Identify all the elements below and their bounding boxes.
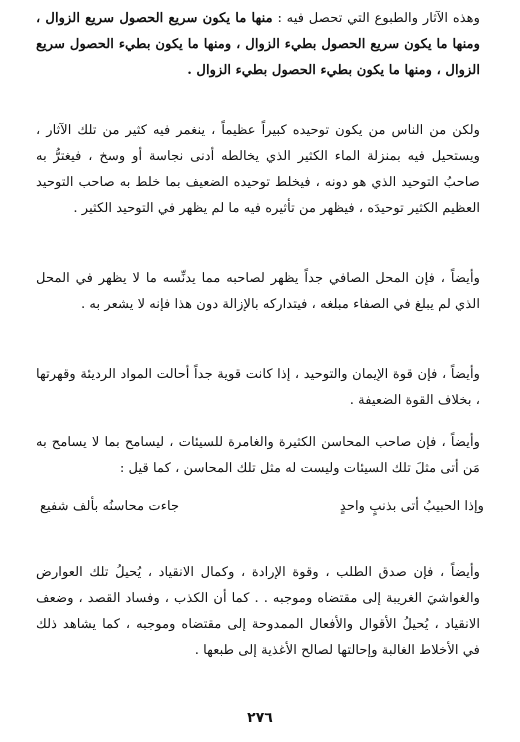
paragraph-3: وأيضاً ، فإن المحل الصافي جداً يظهر لصاحبه مما يدنِّسه ما لا يظهر في المحل الذي لم يبلغ في الصفاء مبلغه ، فيتداركه بالإزالة دون هذا فإنه لا يشعر به . (36, 271, 480, 312)
page-number: ٢٧٦ (247, 710, 273, 726)
poetry-verse (40, 494, 484, 520)
verse-first-hemistich: وإذا الحبيبُ أتى بذنبٍ واحدٍ (339, 499, 484, 514)
paragraph-6: وأيضاً ، فإن صدق الطلب ، وقوة الإرادة ، وكمال الانقياد ، يُحيلُ تلك العوارض والغواشيَ الغريبة إلى مقتضاه وموجبه . . كما أن الكذب ، وفساد القصد ، وضعف الانقياد ، يُحيلُ الأقوال والأفعال الممدوحة إلى مقتضاه وموجبه ، كما يشاهد ذلك في الأخلاط الغالبة وإحالتها لصالح الأغذية إلى طبعها . (36, 565, 480, 658)
paragraph-1-intro: وهذه الآثار والطبوع التي تحصل فيه : (272, 11, 480, 26)
paragraph-1-bold-text: منها ما يكون سريع الحصول سريع الزوال ، ومنها ما يكون سريع الحصول بطيء الزوال ، ومنها ما يكون بطيء الحصول سريع الزوال ، ومنها ما يكون بطيء الحصول بطيء الزوال . (36, 11, 480, 78)
paragraph-2: ولكن من الناس من يكون توحيده كبيراً عظيماً ، ينغمر فيه كثير من تلك الآثار ، ويستحيل فيه بمنزلة الماء الكثير الذي يخالطه أدنى نجاسة أو وسخ ، فيغترُّ به صاحبُ التوحيد الذي هو دونه ، فيخلط توحيده الضعيف بما خلط به صاحب التوحيد العظيم الكثير توحيدَه ، فيظهر من تأثيره فيه ما لم يظهر في التوحيد الكثير . (36, 123, 480, 216)
paragraph-1 (36, 6, 480, 84)
verse-second-hemistich: جاءت محاسنُه بألف شفيع (40, 499, 180, 514)
paragraph-4: وأيضاً ، فإن قوة الإيمان والتوحيد ، إذا كانت قوية جداً أحالت المواد الرديئة وقهرتها ، بخلاف القوة الضعيفة . (36, 367, 480, 408)
paragraph-5: وأيضاً ، فإن صاحب المحاسن الكثيرة والغامرة للسيئات ، ليسامح بما لا يسامح به مَن أتى مثلَ تلك السيئات وليست له مثل تلك المحاسن ، كما قيل : (36, 435, 480, 476)
